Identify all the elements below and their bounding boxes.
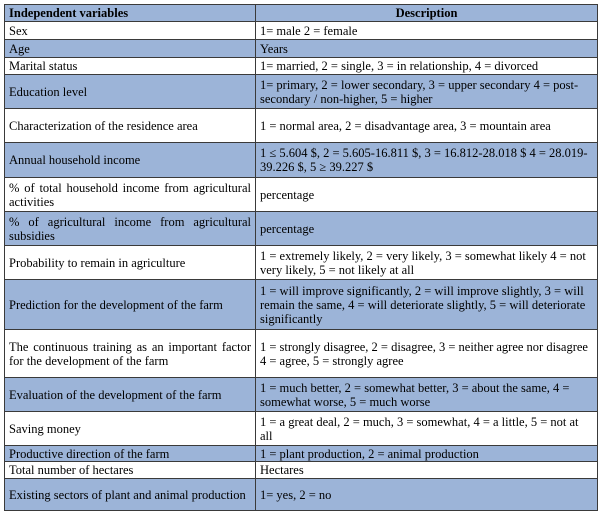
- description-cell: 1 = a great deal, 2 = much, 3 = somewhat, 4 = a little, 5 = not at all: [256, 412, 598, 446]
- table-row: [5, 22, 598, 40]
- variable-cell: Characterization of the residence area: [5, 109, 256, 143]
- table-row: [5, 246, 598, 280]
- table-row: [5, 143, 598, 178]
- table-row: [5, 479, 598, 511]
- table-row: [5, 280, 598, 330]
- description-cell: 1 = plant production, 2 = animal production: [256, 446, 598, 462]
- description-cell: 1 = strongly disagree, 2 = disagree, 3 = neither agree nor disagree 4 = agree, 5 = strongly agree: [256, 330, 598, 378]
- variable-cell: Total number of hectares: [5, 462, 256, 479]
- description-cell: percentage: [256, 178, 598, 212]
- description-cell: 1 = much better, 2 = somewhat better, 3 = about the same, 4 = somewhat worse, 5 = much worse: [256, 378, 598, 412]
- variable-cell: Education level: [5, 75, 256, 109]
- description-cell: 1= male 2 = female: [256, 22, 598, 40]
- column-header-description: Description: [256, 5, 598, 22]
- table-row: [5, 446, 598, 462]
- table-row: [5, 212, 598, 246]
- variable-cell: % of total household income from agricultural activities: [5, 178, 256, 212]
- table-row: [5, 462, 598, 479]
- description-cell: 1 = extremely likely, 2 = very likely, 3 = somewhat likely 4 = not very likely, 5 = not likely at all: [256, 246, 598, 280]
- table-row: [5, 109, 598, 143]
- variable-cell: Evaluation of the development of the farm: [5, 378, 256, 412]
- table-row: [5, 75, 598, 109]
- column-header-variable: Independent variables: [5, 5, 256, 22]
- variable-cell: % of agricultural income from agricultural subsidies: [5, 212, 256, 246]
- table-row: [5, 58, 598, 75]
- table-row: [5, 40, 598, 58]
- description-cell: 1 ≤ 5.604 $, 2 = 5.605-16.811 $, 3 = 16.812-28.018 $ 4 = 28.019-39.226 $, 5 ≥ 39.227 $: [256, 143, 598, 178]
- variable-cell: Productive direction of the farm: [5, 446, 256, 462]
- variable-cell: Annual household income: [5, 143, 256, 178]
- header-row: [5, 5, 598, 22]
- description-cell: 1= married, 2 = single, 3 = in relationship, 4 = divorced: [256, 58, 598, 75]
- description-cell: 1 = will improve significantly, 2 = will improve slightly, 3 = will remain the same, 4 = will deteriorate slightly, 5 = will deteriorate significantly: [256, 280, 598, 330]
- table-row: [5, 412, 598, 446]
- variable-cell: Age: [5, 40, 256, 58]
- table-row: [5, 330, 598, 378]
- variable-cell: Probability to remain in agriculture: [5, 246, 256, 280]
- variable-cell: Existing sectors of plant and animal production: [5, 479, 256, 511]
- variables-table: [4, 4, 598, 511]
- table-row: [5, 378, 598, 412]
- description-cell: 1 = normal area, 2 = disadvantage area, 3 = mountain area: [256, 109, 598, 143]
- variable-cell: Saving money: [5, 412, 256, 446]
- variable-cell: Sex: [5, 22, 256, 40]
- description-cell: Hectares: [256, 462, 598, 479]
- table-row: [5, 178, 598, 212]
- variable-cell: Marital status: [5, 58, 256, 75]
- variable-cell: Prediction for the development of the farm: [5, 280, 256, 330]
- description-cell: percentage: [256, 212, 598, 246]
- variable-cell: The continuous training as an important factor for the development of the farm: [5, 330, 256, 378]
- description-cell: 1= primary, 2 = lower secondary, 3 = upper secondary 4 = post-secondary / non-higher, 5 = higher: [256, 75, 598, 109]
- description-cell: 1= yes, 2 = no: [256, 479, 598, 511]
- description-cell: Years: [256, 40, 598, 58]
